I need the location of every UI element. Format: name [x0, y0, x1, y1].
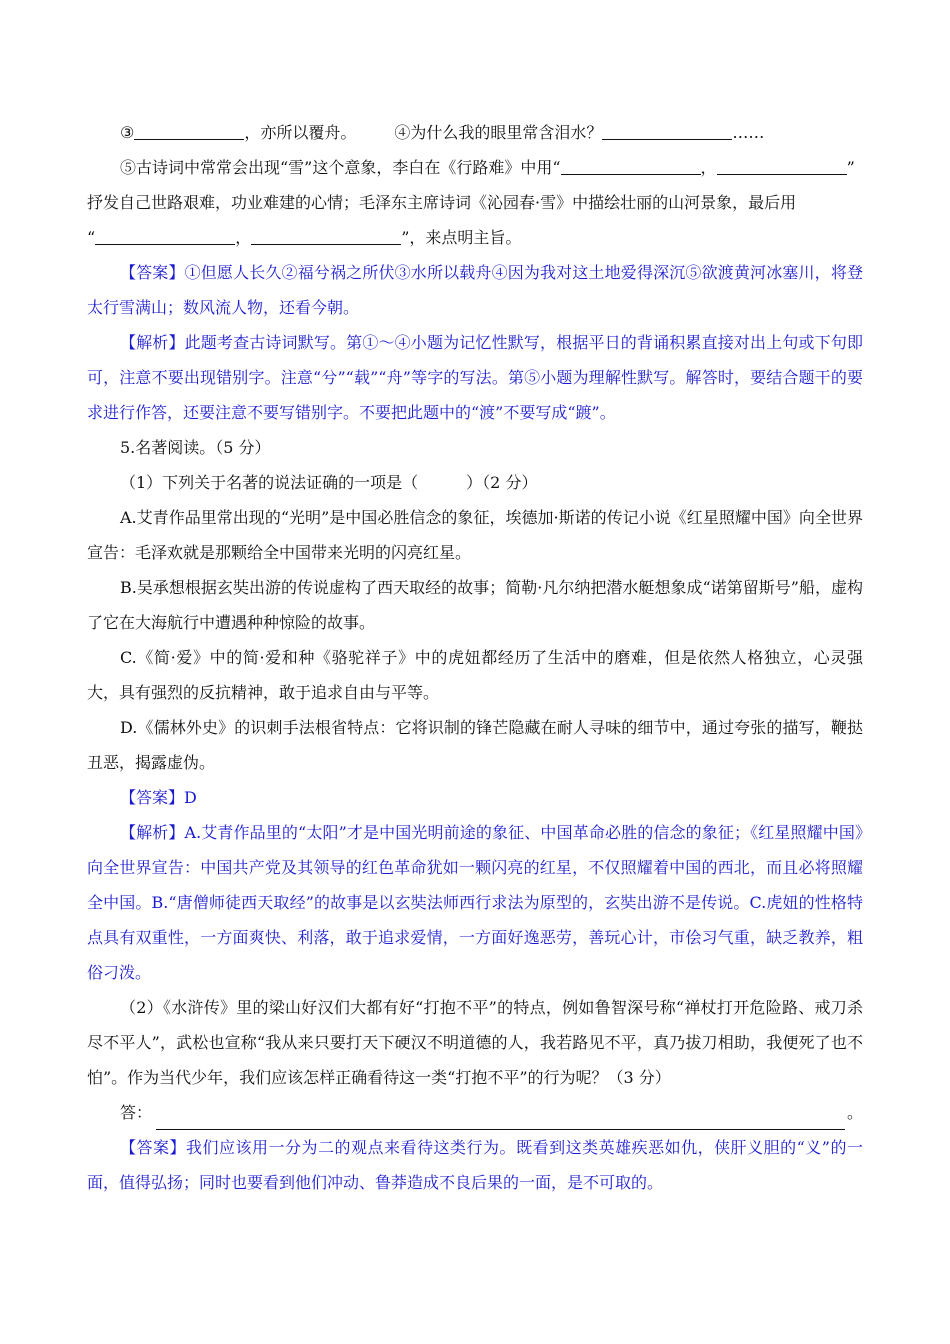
answer-text: 我们应该用一分为二的观点来看待这类行为。既看到这类英雄疾恶如仇，侠肝义胆的“义”的一面，值得弘扬；同时也要看到他们冲动、鲁莽造成不良后果的一面，是不可取的。 — [87, 1138, 863, 1192]
option-d: D.《儒林外史》的识刺手法根省特点：它将识制的锋芒隐藏在耐人寻味的细节中，通过夸张的描写，鞭挞丑恶，揭露虚伪。 — [87, 718, 863, 772]
answer-text: ①但愿人长久②福兮祸之所伏③水所以载舟④因为我对这土地爱得深沉⑤欲渡黄河冰塞川，将登太行雪满山；数风流人物，还看今朝。 — [87, 263, 863, 317]
close-quote: ” — [846, 158, 855, 177]
blank-5a[interactable] — [561, 156, 701, 175]
document-page — [87, 115, 863, 1200]
q5-sub-question-1: （1）下列关于名著的说法证确的一项是（ ）（2 分） — [120, 473, 538, 492]
blank-3[interactable] — [134, 121, 244, 140]
blank-5b[interactable] — [717, 156, 847, 175]
blank-4[interactable] — [602, 121, 732, 140]
answer-end-mark: 。 — [846, 1103, 863, 1122]
q4-line-3: 抒发自己世路艰难，功业难建的心情；毛泽东主席诗词《沁园春·雪》中描绘壮丽的山河景象，最后用 — [87, 193, 797, 212]
q4-line-4 — [87, 220, 863, 255]
q4-analysis — [87, 325, 863, 430]
answer-tag: 【答案】 — [120, 1138, 187, 1157]
answer-text: D — [184, 788, 197, 807]
q5-answer-1 — [87, 780, 863, 815]
q5-title: 5.名著阅读。（5 分） — [120, 438, 271, 457]
item3-suffix: ，亦所以覆舟。 — [244, 123, 357, 142]
comma: ， — [700, 158, 717, 177]
blank-5d[interactable] — [251, 226, 401, 245]
analysis-tag: 【解析】 — [120, 333, 185, 352]
answer-input-line[interactable] — [156, 1105, 845, 1130]
q4-answer — [87, 255, 863, 325]
comma: ， — [235, 228, 252, 247]
open-quote: “ — [87, 228, 96, 247]
answer-line — [87, 1095, 863, 1130]
q4-line-1 — [87, 115, 863, 150]
item4-suffix: …… — [732, 123, 765, 142]
option-b: B.吴承想根据玄奘出游的传说虚构了西天取经的故事；简勒·凡尔纳把潜水艇想象成“诺第留斯号”船，虚构了它在大海航行中遭遇种种惊险的故事。 — [87, 578, 863, 632]
analysis-text: A.艾青作品里的“太阳”才是中国光明前途的象征、中国革命必胜的信念的象征；《红星照耀中国》向全世界宣告：中国共产党及其领导的红色革命犹如一颗闪亮的红星，不仅照耀着中国的西北，而且必将照耀全中国。B.“唐僧师徒西天取经”的故事是以玄奘法师西行求法为原型的，玄奘出游不是传说。C.虎妞的性格特点具有双重性，一方面爽快、利落，敢于追求爱情，一方面好逸恶劳，善玩心计，市侩习气重，缺乏教养，粗俗刁泼。 — [87, 823, 863, 982]
close-text: ”，来点明主旨。 — [401, 228, 522, 247]
blank-5c[interactable] — [95, 226, 235, 245]
answer-tag: 【答案】 — [120, 263, 185, 282]
item5-text: ⑤古诗词中常常会出现“雪”这个意象，李白在《行路难》中用“ — [120, 158, 561, 177]
q5-analysis-1 — [87, 815, 863, 990]
item4-prefix: ④为什么我的眼里常含泪水？ — [394, 123, 603, 142]
analysis-text: 此题考查古诗词默写。第①～④小题为记忆性默写，根据平日的背诵积累直接对出上句或下句即可，注意不要出现错别字。注意“兮”“载”“舟”等字的写法。第⑤小题为理解性默写。解答时，要结合题干的要求进行作答，还要注意不要写错别字。不要把此题中的“渡”不要写成“踱”。 — [87, 333, 863, 422]
option-c: C.《简·爱》中的简·爱和种《骆驼祥子》中的虎妞都经历了生活中的磨难，但是依然人格独立，心灵强大，具有强烈的反抗精神，敢于追求自由与平等。 — [87, 648, 863, 702]
q5-answer-2 — [87, 1130, 863, 1200]
q5-sub-question-2: （2）《水浒传》里的梁山好汉们大都有好“打抱不平”的特点，例如鲁智深号称“禅杖打开危险路、戒刀杀尽不平人”，武松也宣称“我从来只要打天下硬汉不明道德的人，我若路见不平，真乃拔刀相助，我便死了也不怕”。作为当代少年，我们应该怎样正确看待这一类“打抱不平”的行为呢？（3 分） — [87, 998, 863, 1087]
q4-line-2 — [87, 150, 863, 185]
answer-label: 答： — [120, 1103, 153, 1122]
item3-prefix: ③ — [120, 123, 135, 142]
answer-tag: 【答案】 — [120, 788, 185, 807]
option-a: A.艾青作品里常出现的“光明”是中国必胜信念的象征，埃德加·斯诺的传记小说《红星照耀中国》向全世界宣告：毛泽欢就是那颗给全中国带来光明的闪亮红星。 — [87, 508, 863, 562]
analysis-tag: 【解析】 — [120, 823, 185, 842]
